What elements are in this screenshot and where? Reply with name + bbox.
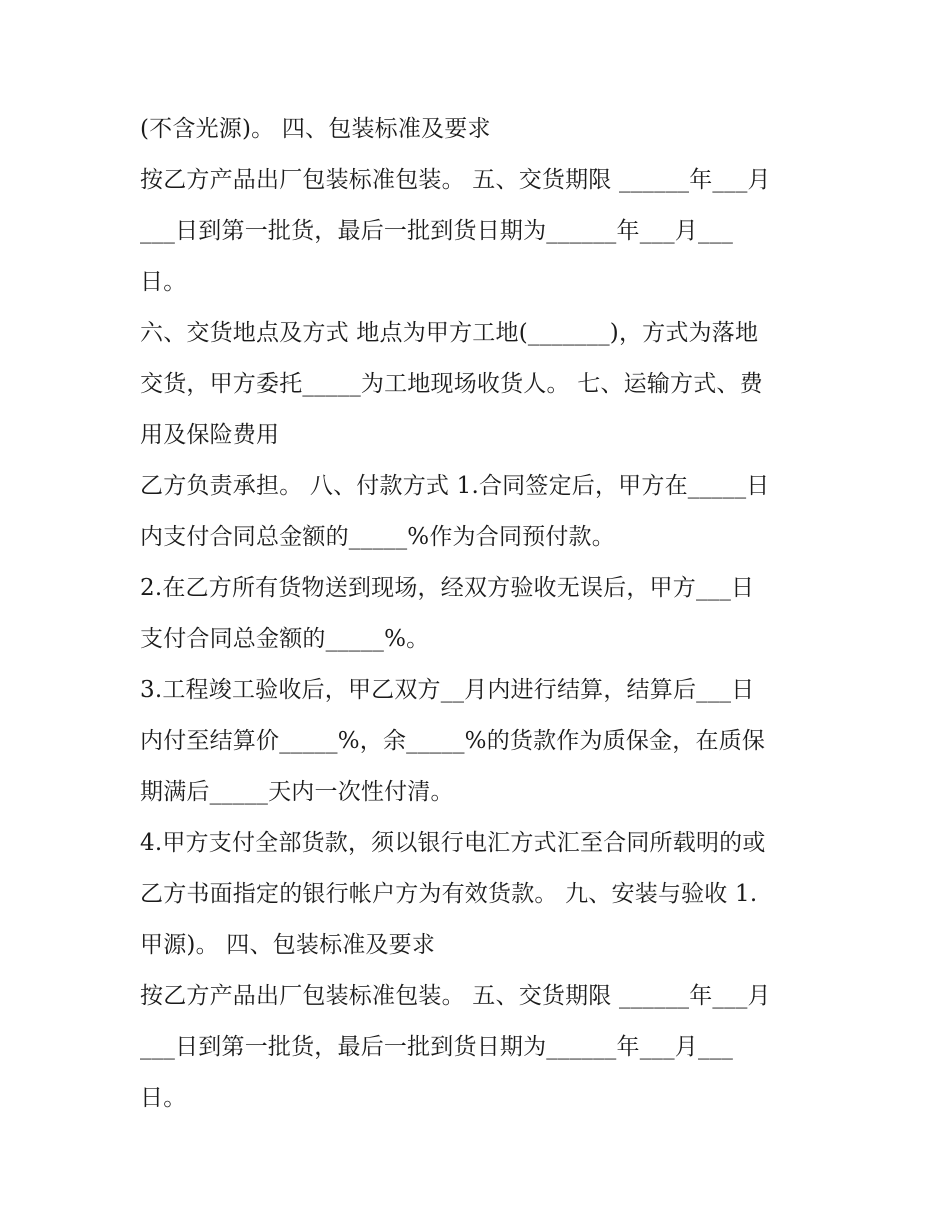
text-line: 交货，甲方委托_____为工地现场收货人。 七、运输方式、费 xyxy=(140,371,763,397)
text-line: 期满后_____天内一次性付清。 xyxy=(140,779,454,805)
text-line: 3.工程竣工验收后，甲乙双方__月内进行结算，结算后___日 xyxy=(140,677,755,703)
text-line: 支付合同总金额的_____%。 xyxy=(140,626,430,652)
text-line: 按乙方产品出厂包装标准包装。 五、交货期限 ______年___月 xyxy=(140,167,771,193)
text-line: 乙方负责承担。 八、付款方式 1.合同签定后，甲方在_____日 xyxy=(140,473,770,499)
text-line: 内付至结算价_____%，余_____%的货款作为质保金，在质保 xyxy=(140,728,766,754)
contract-text-block xyxy=(140,104,820,1124)
text-line: 2.在乙方所有货物送到现场，经双方验收无误后，甲方___日 xyxy=(140,575,755,601)
text-line: ___日到第一批货，最后一批到货日期为______年___月___ xyxy=(140,1034,734,1060)
text-line: 日。 xyxy=(140,1085,187,1111)
text-line: 日。 xyxy=(140,269,187,295)
text-line: 乙方书面指定的银行帐户方为有效货款。 九、安装与验收 1. xyxy=(140,881,758,907)
text-line: (不含光源)。 四、包装标准及要求 xyxy=(140,116,491,142)
text-line: 六、交货地点及方式 地点为甲方工地(_______)，方式为落地 xyxy=(140,320,759,346)
text-line: 按乙方产品出厂包装标准包装。 五、交货期限 ______年___月 xyxy=(140,983,771,1009)
text-line: 甲源)。 四、包装标准及要求 xyxy=(140,932,436,958)
text-line: 内支付合同总金额的_____%作为合同预付款。 xyxy=(140,524,615,550)
text-line: ___日到第一批货，最后一批到货日期为______年___月___ xyxy=(140,218,734,244)
text-line: 4.甲方支付全部货款，须以银行电汇方式汇至合同所载明的或 xyxy=(140,830,766,856)
text-line: 用及保险费用 xyxy=(140,422,280,448)
